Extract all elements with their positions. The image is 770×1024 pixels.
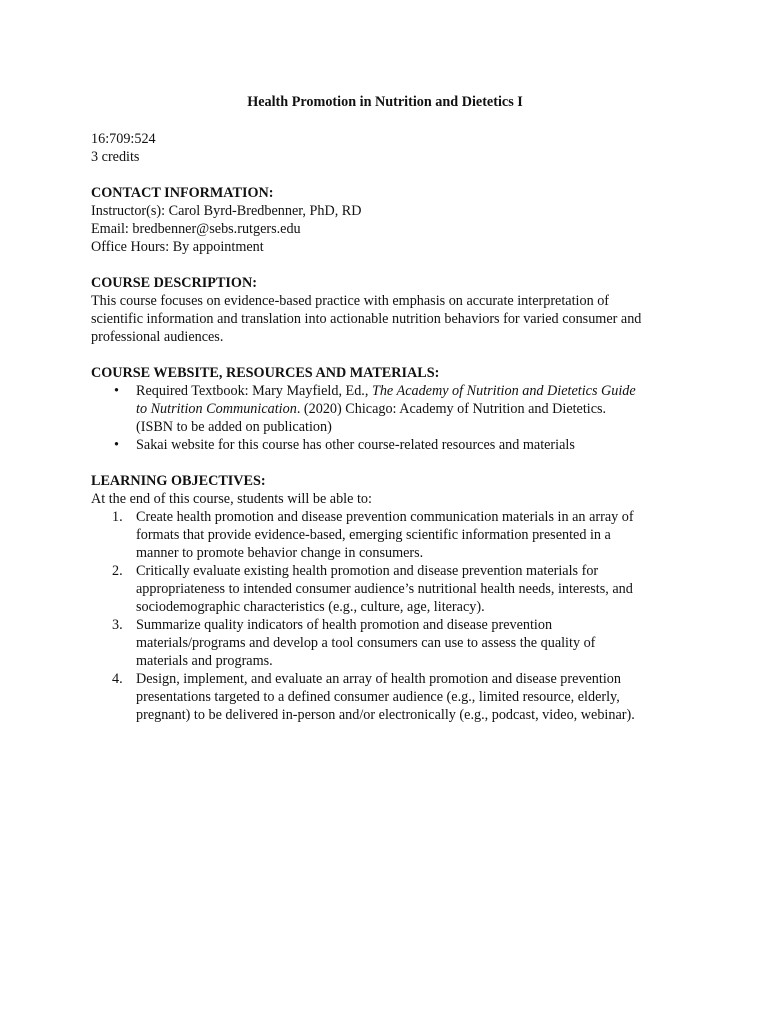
textbook-isbn: (ISBN to be added on publication)	[136, 419, 332, 435]
objective-line: Summarize quality indicators of health promotion and disease prevention	[136, 617, 553, 633]
resource-item-sakai	[91, 436, 691, 454]
resources-section	[91, 364, 691, 454]
objective-item	[91, 508, 691, 562]
objective-number: 2.	[112, 563, 123, 579]
textbook-publisher: . (2020) Chicago: Academy of Nutrition and Dietetics.	[296, 401, 607, 417]
objective-item	[91, 616, 691, 670]
objectives-list	[91, 508, 691, 724]
textbook-title-part-2: to Nutrition Communication	[136, 401, 297, 417]
resources-list	[91, 382, 691, 454]
objective-line: Design, implement, and evaluate an array of health promotion and disease prevention	[136, 671, 621, 687]
resources-heading: COURSE WEBSITE, RESOURCES AND MATERIALS:	[91, 365, 440, 381]
textbook-title-part-1: The Academy of Nutrition and Dietetics Guide	[371, 383, 636, 399]
document-title: Health Promotion in Nutrition and Dietetics I	[247, 94, 523, 110]
email-line: Email: bredbenner@sebs.rutgers.edu	[91, 221, 301, 237]
objective-item	[91, 670, 691, 724]
textbook-line-2	[136, 400, 691, 418]
objective-number: 1.	[112, 509, 123, 525]
objective-line: materials/programs and develop a tool consumers can use to assess the quality of	[136, 635, 596, 651]
office-hours-line: Office Hours: By appointment	[91, 239, 264, 255]
objectives-heading: LEARNING OBJECTIVES:	[91, 473, 266, 489]
instructor-line: Instructor(s): Carol Byrd-Bredbenner, PhD, RD	[91, 203, 362, 219]
description-line: scientific information and translation into actionable nutrition behaviors for varied consumer and	[91, 311, 642, 327]
objective-item	[91, 562, 691, 616]
description-line: This course focuses on evidence-based practice with emphasis on accurate interpretation of	[91, 293, 610, 309]
bullet-icon: •	[114, 383, 119, 399]
bullet-icon: •	[114, 437, 119, 453]
contact-section	[91, 184, 691, 256]
objective-line: Create health promotion and disease prevention communication materials in an array of	[136, 509, 634, 525]
objective-line: formats that provide evidence-based, emerging scientific information presented in a	[136, 527, 611, 543]
objective-line: Critically evaluate existing health promotion and disease prevention materials for	[136, 563, 599, 579]
objective-number: 3.	[112, 617, 123, 633]
document-body	[91, 130, 691, 742]
objectives-section	[91, 472, 691, 724]
course-credits: 3 credits	[91, 149, 140, 165]
sakai-line: Sakai website for this course has other course-related resources and materials	[136, 437, 575, 453]
objective-line: materials and programs.	[136, 653, 273, 669]
objective-line: presentations targeted to a defined consumer audience (e.g., limited resource, elderly,	[136, 689, 620, 705]
textbook-line-1	[136, 382, 691, 400]
description-line: professional audiences.	[91, 329, 224, 345]
objective-line: pregnant) to be delivered in-person and/or electronically (e.g., podcast, video, webinar).	[136, 707, 635, 723]
description-heading: COURSE DESCRIPTION:	[91, 275, 257, 291]
objective-line: sociodemographic characteristics (e.g., culture, age, literacy).	[136, 599, 485, 615]
course-info	[91, 130, 691, 166]
objective-number: 4.	[112, 671, 123, 687]
objectives-intro: At the end of this course, students will be able to:	[91, 491, 372, 507]
contact-heading: CONTACT INFORMATION:	[91, 185, 274, 201]
resource-item-textbook	[91, 382, 691, 436]
textbook-prefix: Required Textbook: Mary Mayfield, Ed.,	[136, 383, 372, 399]
objective-line: manner to promote behavior change in consumers.	[136, 545, 424, 561]
description-section	[91, 274, 691, 346]
course-number: 16:709:524	[91, 131, 156, 147]
objective-line: appropriateness to intended consumer audience’s nutritional health needs, interests, and	[136, 581, 633, 597]
